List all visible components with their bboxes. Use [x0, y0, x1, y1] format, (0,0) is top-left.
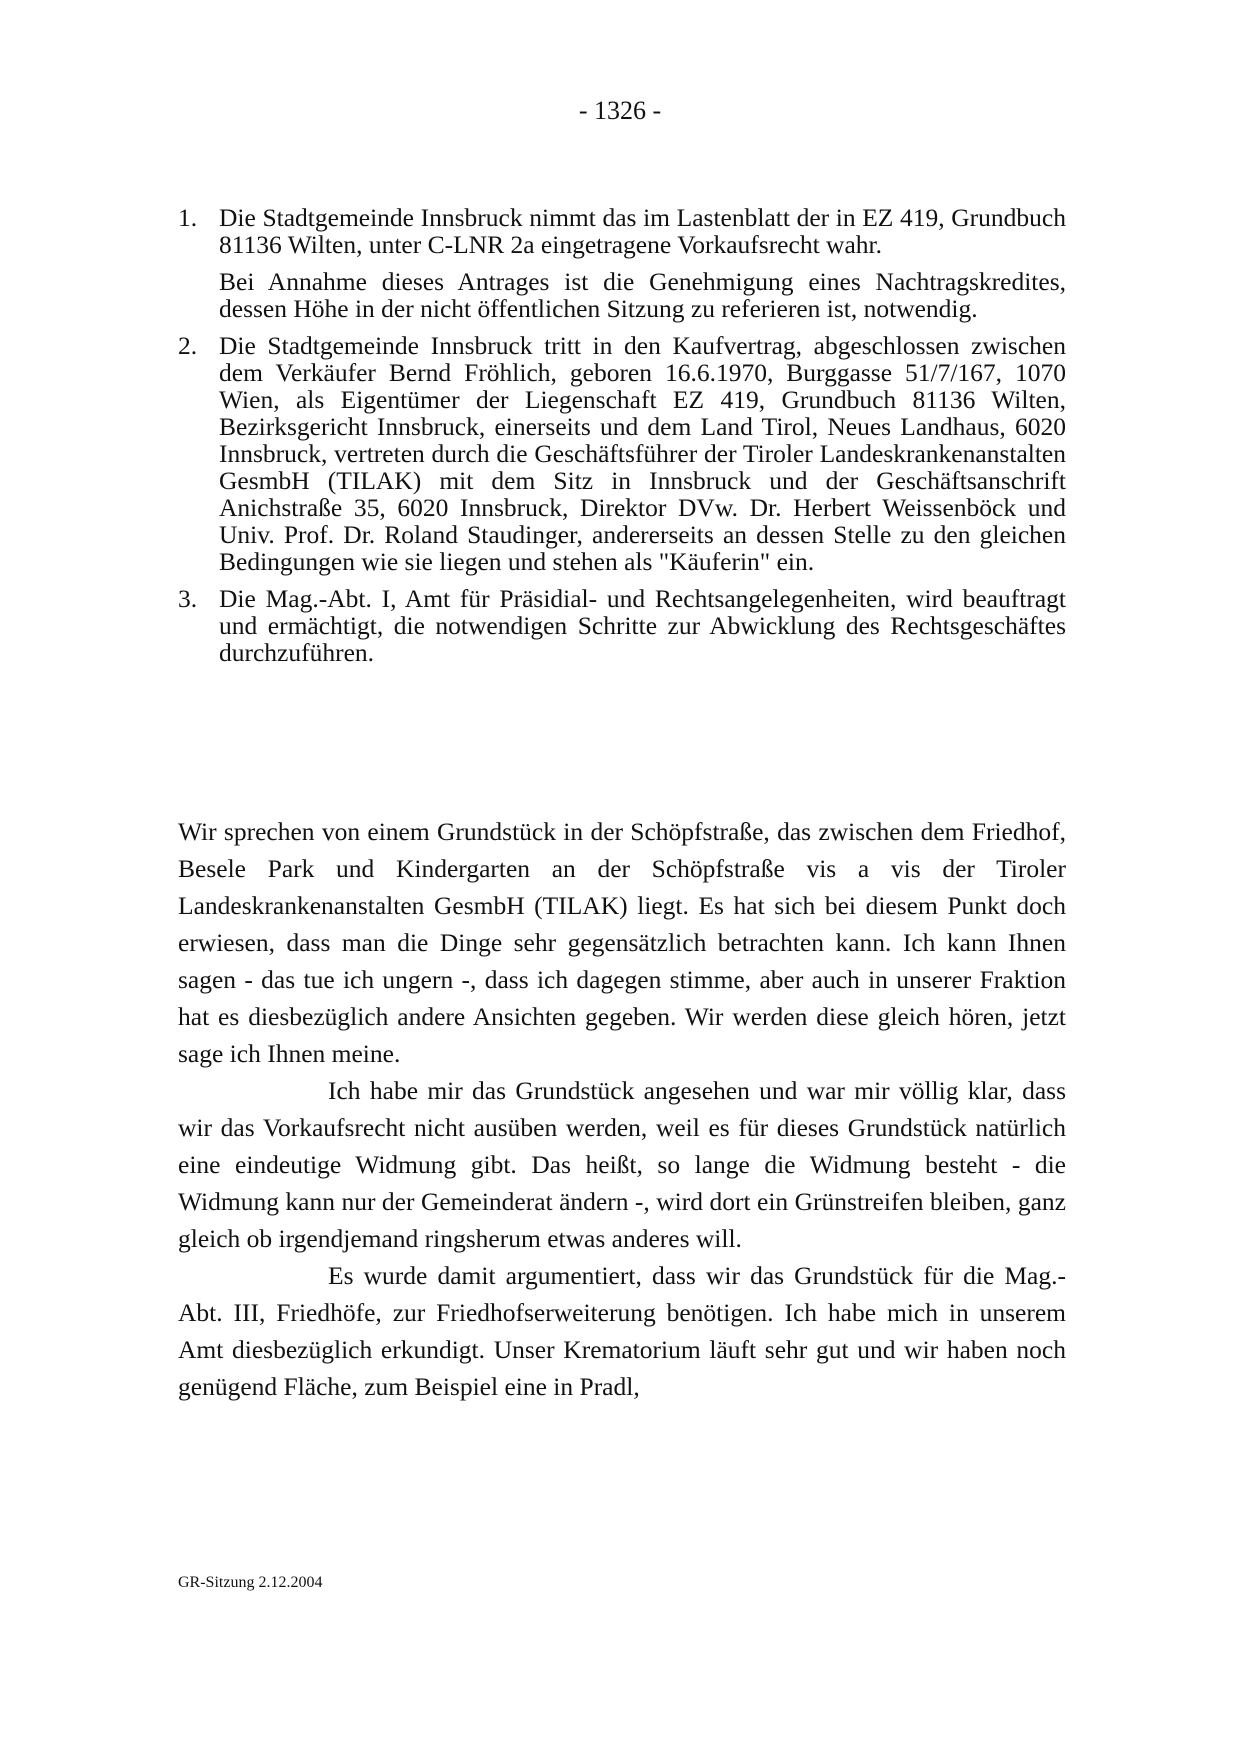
- list-item-number: 3.: [178, 584, 198, 613]
- list-item-text: Die Mag.-Abt. I, Amt für Präsidial- und Rechtsangelegenheiten, wird beauftragt und ermächtigt, die notwendigen Schritte zur Abwicklung des Rechtsgeschäftes durchzuführen.: [219, 584, 1066, 667]
- page-number: - 1326 -: [578, 96, 662, 125]
- footer-session-date: GR-Sitzung 2.12.2004: [178, 1574, 323, 1591]
- paragraph-3: Es wurde damit argumentiert, dass wir das Grundstück für die Mag.-Abt. III, Friedhöfe, zur Friedhofserweiterung benötigen. Ich habe mich in unserem Amt diesbezüglich erkundigt. Unser Krematorium läuft sehr gut und wir haben noch genügend Fläche, zum Beispiel eine in Pradl,: [178, 1261, 1066, 1401]
- list-item-text: Die Stadtgemeinde Innsbruck tritt in den Kaufvertrag, abgeschlossen zwischen dem Verkäufer Bernd Fröhlich, geboren 16.6.1970, Burggasse 51/7/167, 1070 Wien, als Eigentümer der Liegenschaft EZ 419, Grundbuch 81136 Wilten, Bezirksgericht Innsbruck, einerseits und dem Land Tirol, Neues Landhaus, 6020 Innsbruck, vertreten durch die Geschäftsführer der Tiroler Landeskrankenanstalten GesmbH (TILAK) mit dem Sitz in Innsbruck und der Geschäftsanschrift Anichstraße 35, 6020 Innsbruck, Direktor DVw. Dr. Herbert Weissenböck und Univ. Prof. Dr. Roland Staudinger, andererseits an dessen Stelle zu den gleichen Bedingungen wie sie liegen und stehen als "Käuferin" ein.: [219, 331, 1066, 576]
- list-item-number: 1.: [178, 203, 198, 232]
- list-item-subtext: Bei Annahme dieses Antrages ist die Genehmigung eines Nachtragskredites, dessen Höhe in der nicht öffentlichen Sitzung zu referieren ist, notwendig.: [219, 267, 1066, 323]
- list-item-number: 2.: [178, 331, 198, 360]
- list-item-1: [178, 204, 1066, 322]
- resolution-list: [178, 204, 1066, 676]
- list-item-text: Die Stadtgemeinde Innsbruck nimmt das im Lastenblatt der in EZ 419, Grundbuch 81136 Wilten, unter C-LNR 2a eingetragene Vorkaufsrecht wahr.: [219, 203, 1066, 259]
- list-item-2: [178, 332, 1066, 575]
- paragraph-1: Wir sprechen von einem Grundstück in der Schöpfstraße, das zwischen dem Friedhof, Besele Park und Kindergarten an der Schöpfstraße vis a vis der Tiroler Landeskrankenanstalten GesmbH (TILAK) liegt. Es hat sich bei diesem Punkt doch erwiesen, dass man die Dinge sehr gegensätzlich betrachten kann. Ich kann Ihnen sagen - das tue ich ungern -, dass ich dagegen stimme, aber auch in unserer Fraktion hat es diesbezüglich andere Ansichten gegeben. Wir werden diese gleich hören, jetzt sage ich Ihnen meine.: [178, 817, 1066, 1068]
- paragraph-2: Ich habe mir das Grundstück angesehen und war mir völlig klar, dass wir das Vorkaufsrecht nicht ausüben werden, weil es für dieses Grundstück natürlich eine eindeutige Widmung gibt. Das heißt, so lange die Widmung besteht - die Widmung kann nur der Gemeinderat ändern -, wird dort ein Grünstreifen bleiben, ganz gleich ob irgendjemand ringsherum etwas anderes will.: [178, 1076, 1066, 1253]
- list-item-3: [178, 585, 1066, 666]
- speech-body: [178, 813, 1066, 1405]
